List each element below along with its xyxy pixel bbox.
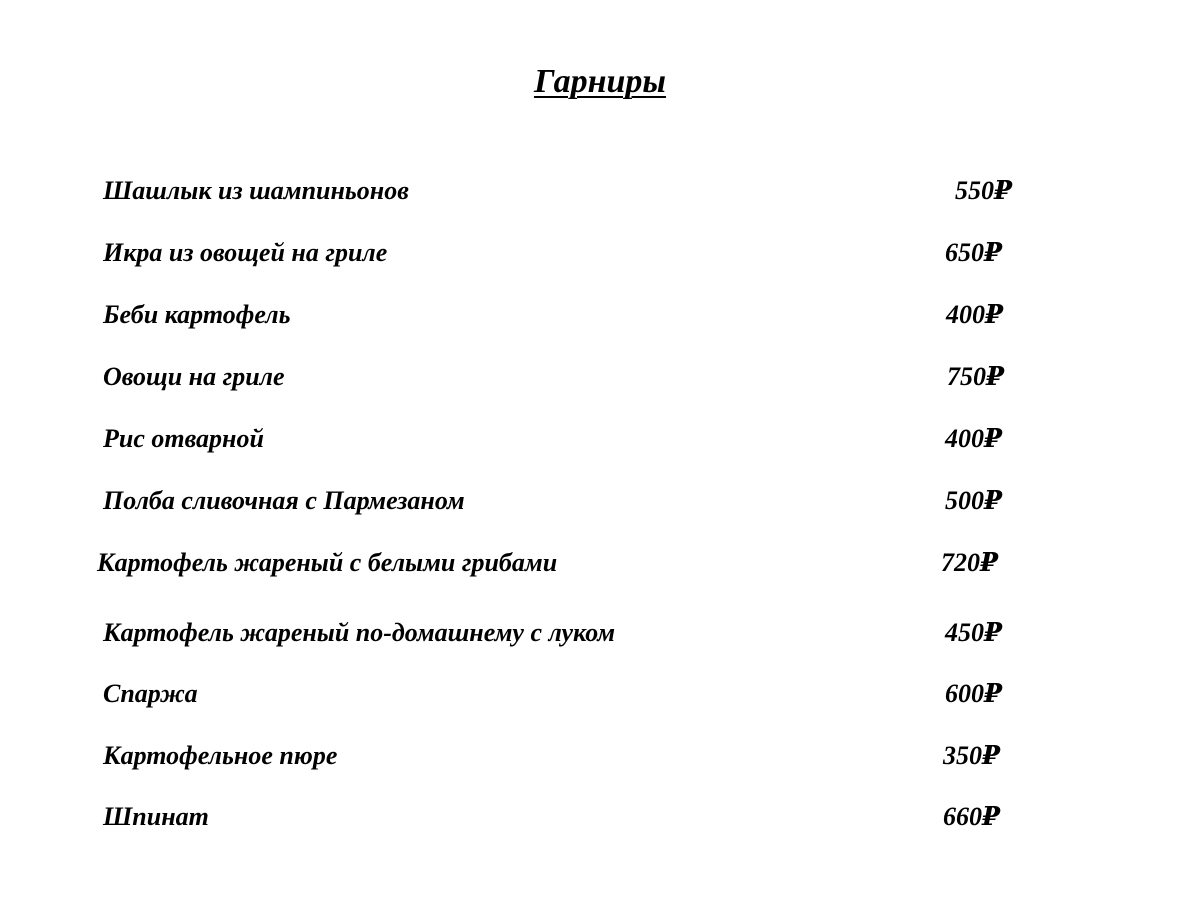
menu-item — [0, 174, 1200, 208]
menu-item-name: Картофельное пюре — [103, 741, 338, 770]
menu-item — [0, 739, 1200, 773]
menu-item-price: 450₽ — [945, 618, 1003, 647]
menu-title-text: Гарниры — [533, 63, 667, 100]
menu-item-price: 660₽ — [943, 802, 1001, 831]
menu-item — [0, 677, 1200, 711]
menu-item-price: 720₽ — [941, 548, 999, 577]
menu-item — [0, 298, 1200, 332]
menu-item-name: Беби картофель — [103, 300, 291, 329]
menu-item-name: Рис отварной — [103, 424, 264, 453]
menu-item-name: Полба сливочная с Пармезаном — [103, 486, 465, 515]
menu-title — [0, 62, 1200, 102]
menu-item-price: 350₽ — [943, 741, 1001, 770]
menu-item-name: Картофель жареный с белыми грибами — [97, 548, 558, 577]
menu-item-name: Шашлык из шампиньонов — [103, 176, 409, 205]
menu-item-name: Картофель жареный по-домашнему с луком — [103, 618, 616, 647]
menu-item-price: 750₽ — [947, 362, 1005, 391]
menu-item-price: 550₽ — [955, 176, 1013, 205]
menu-item-price: 600₽ — [945, 679, 1003, 708]
menu-item-price: 650₽ — [945, 238, 1003, 267]
menu-item-name: Икра из овощей на гриле — [103, 238, 388, 267]
menu-item-name: Овощи на гриле — [103, 362, 285, 391]
menu-item-price: 500₽ — [945, 486, 1003, 515]
menu-item-name: Спаржа — [103, 679, 198, 708]
menu-item — [0, 360, 1200, 394]
menu-item-price: 400₽ — [945, 424, 1003, 453]
menu-item — [0, 546, 1200, 580]
menu-item — [0, 616, 1200, 650]
menu-item — [0, 484, 1200, 518]
menu-item — [0, 422, 1200, 456]
menu-item-price: 400₽ — [946, 300, 1004, 329]
menu-item-name: Шпинат — [103, 802, 209, 831]
menu-item — [0, 800, 1200, 834]
menu-item — [0, 236, 1200, 270]
